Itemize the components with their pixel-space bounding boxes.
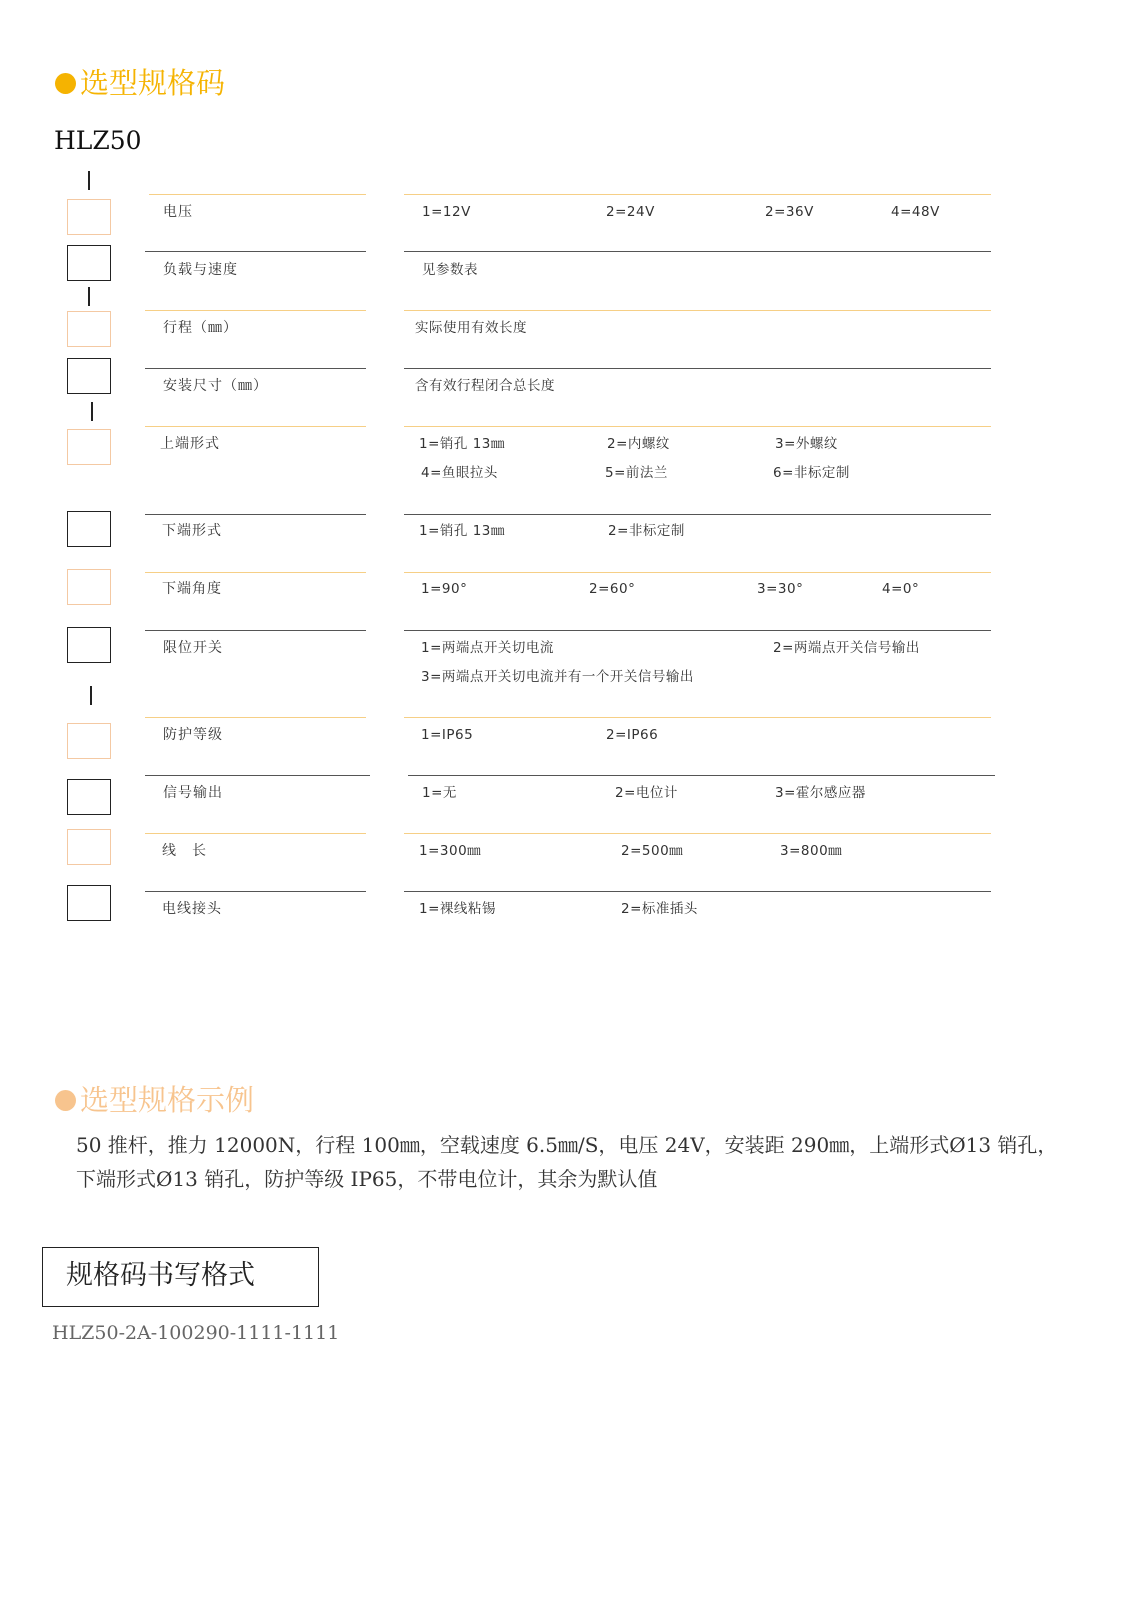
row-label-voltage: 电压 bbox=[163, 204, 193, 220]
section-title-example bbox=[55, 1083, 254, 1117]
row-line bbox=[149, 194, 366, 195]
code-box-cable-length bbox=[67, 829, 111, 865]
row-line bbox=[145, 717, 366, 718]
code-box-limit-switch bbox=[67, 627, 111, 663]
option: 3=两端点开关切电流并有一个开关信号输出 bbox=[421, 669, 694, 685]
option: 实际使用有效长度 bbox=[415, 320, 527, 336]
option: 2=500㎜ bbox=[621, 843, 684, 859]
row-label-upper-end: 上端形式 bbox=[160, 436, 220, 452]
option: 1=销孔 13㎜ bbox=[419, 523, 505, 539]
row-line bbox=[145, 368, 366, 369]
row-line bbox=[404, 310, 991, 311]
code-box-signal-output bbox=[67, 779, 111, 815]
row-line bbox=[404, 891, 991, 892]
row-line bbox=[145, 775, 370, 776]
code-box-connector bbox=[67, 885, 111, 921]
row-line bbox=[404, 426, 991, 427]
option: 1=无 bbox=[422, 785, 457, 801]
row-line bbox=[404, 572, 991, 573]
code-box-voltage bbox=[67, 199, 111, 235]
format-title: 规格码书写格式 bbox=[66, 1260, 255, 1291]
code-box-install-size bbox=[67, 358, 111, 394]
row-line bbox=[145, 833, 366, 834]
row-label-connector: 电线接头 bbox=[162, 901, 222, 917]
option: 1=12V bbox=[422, 204, 471, 220]
code-box-lower-angle bbox=[67, 569, 111, 605]
row-label-cable-length: 线 长 bbox=[162, 843, 207, 859]
connector-bar bbox=[88, 171, 90, 190]
option: 4=48V bbox=[891, 204, 940, 220]
row-line bbox=[404, 514, 991, 515]
option: 2=60° bbox=[589, 581, 636, 597]
option: 2=内螺纹 bbox=[607, 436, 670, 452]
option: 1=IP65 bbox=[421, 727, 474, 743]
code-box-lower-end bbox=[67, 511, 111, 547]
option: 2=电位计 bbox=[615, 785, 678, 801]
row-line bbox=[145, 514, 366, 515]
option: 见参数表 bbox=[422, 262, 478, 278]
row-label-signal-output: 信号输出 bbox=[163, 785, 223, 801]
row-line bbox=[145, 251, 366, 252]
row-line bbox=[145, 891, 366, 892]
option: 3=30° bbox=[757, 581, 804, 597]
option: 6=非标定制 bbox=[773, 465, 850, 481]
row-line bbox=[145, 426, 366, 427]
option: 2=36V bbox=[765, 204, 814, 220]
row-line bbox=[404, 833, 991, 834]
row-label-lower-angle: 下端角度 bbox=[162, 581, 222, 597]
code-box-protection bbox=[67, 723, 111, 759]
code-box-stroke bbox=[67, 311, 111, 347]
row-line bbox=[145, 310, 366, 311]
row-line bbox=[404, 630, 991, 631]
option: 2=两端点开关信号输出 bbox=[773, 640, 920, 656]
connector-bar bbox=[90, 686, 92, 705]
row-label-load-speed: 负载与速度 bbox=[163, 262, 238, 278]
option: 1=300㎜ bbox=[419, 843, 482, 859]
section-title-text: 选型规格码 bbox=[80, 66, 226, 100]
option: 1=两端点开关切电流 bbox=[421, 640, 554, 656]
format-code: HLZ50-2A-100290-1111-1111 bbox=[52, 1322, 340, 1344]
section-title-spec-code bbox=[55, 66, 225, 100]
option: 3=800㎜ bbox=[780, 843, 843, 859]
connector-bar bbox=[88, 287, 90, 306]
row-line bbox=[404, 717, 991, 718]
connector-bar bbox=[91, 402, 93, 421]
option: 2=24V bbox=[606, 204, 655, 220]
row-line bbox=[404, 251, 991, 252]
option: 3=外螺纹 bbox=[775, 436, 838, 452]
option: 1=销孔 13㎜ bbox=[419, 436, 505, 452]
code-box-upper-end bbox=[67, 429, 111, 465]
peach-dot-icon bbox=[55, 1090, 76, 1111]
row-label-lower-end: 下端形式 bbox=[162, 523, 222, 539]
row-label-stroke: 行程（㎜） bbox=[163, 320, 238, 336]
row-line bbox=[145, 630, 366, 631]
option: 含有效行程闭合总长度 bbox=[415, 378, 555, 394]
option: 2=非标定制 bbox=[608, 523, 685, 539]
row-line bbox=[145, 572, 366, 573]
row-label-protection: 防护等级 bbox=[163, 727, 223, 743]
section-title-text: 选型规格示例 bbox=[80, 1083, 255, 1117]
row-line bbox=[404, 194, 991, 195]
row-label-limit-switch: 限位开关 bbox=[163, 640, 223, 656]
code-box-load-speed bbox=[67, 245, 111, 281]
option: 2=标准插头 bbox=[621, 901, 698, 917]
option: 2=IP66 bbox=[606, 727, 659, 743]
option: 3=霍尔感应器 bbox=[775, 785, 866, 801]
option: 1=90° bbox=[421, 581, 468, 597]
row-line bbox=[408, 775, 995, 776]
option: 4=0° bbox=[882, 581, 920, 597]
row-line bbox=[404, 368, 991, 369]
option: 1=裸线粘锡 bbox=[419, 901, 496, 917]
row-label-install-size: 安装尺寸（㎜） bbox=[163, 378, 268, 394]
option: 4=鱼眼拉头 bbox=[421, 465, 498, 481]
model-name: HLZ50 bbox=[54, 126, 142, 155]
orange-dot-icon bbox=[55, 73, 76, 94]
example-paragraph: 50 推杆，推力 12000N，行程 100㎜，空载速度 6.5㎜/S，电压 24V，安装距 290㎜，上端形式Ø13 销孔，下端形式Ø13 销孔，防护等级 IP65，不带电位计，其余为默认值 bbox=[76, 1133, 1058, 1191]
option: 5=前法兰 bbox=[605, 465, 668, 481]
